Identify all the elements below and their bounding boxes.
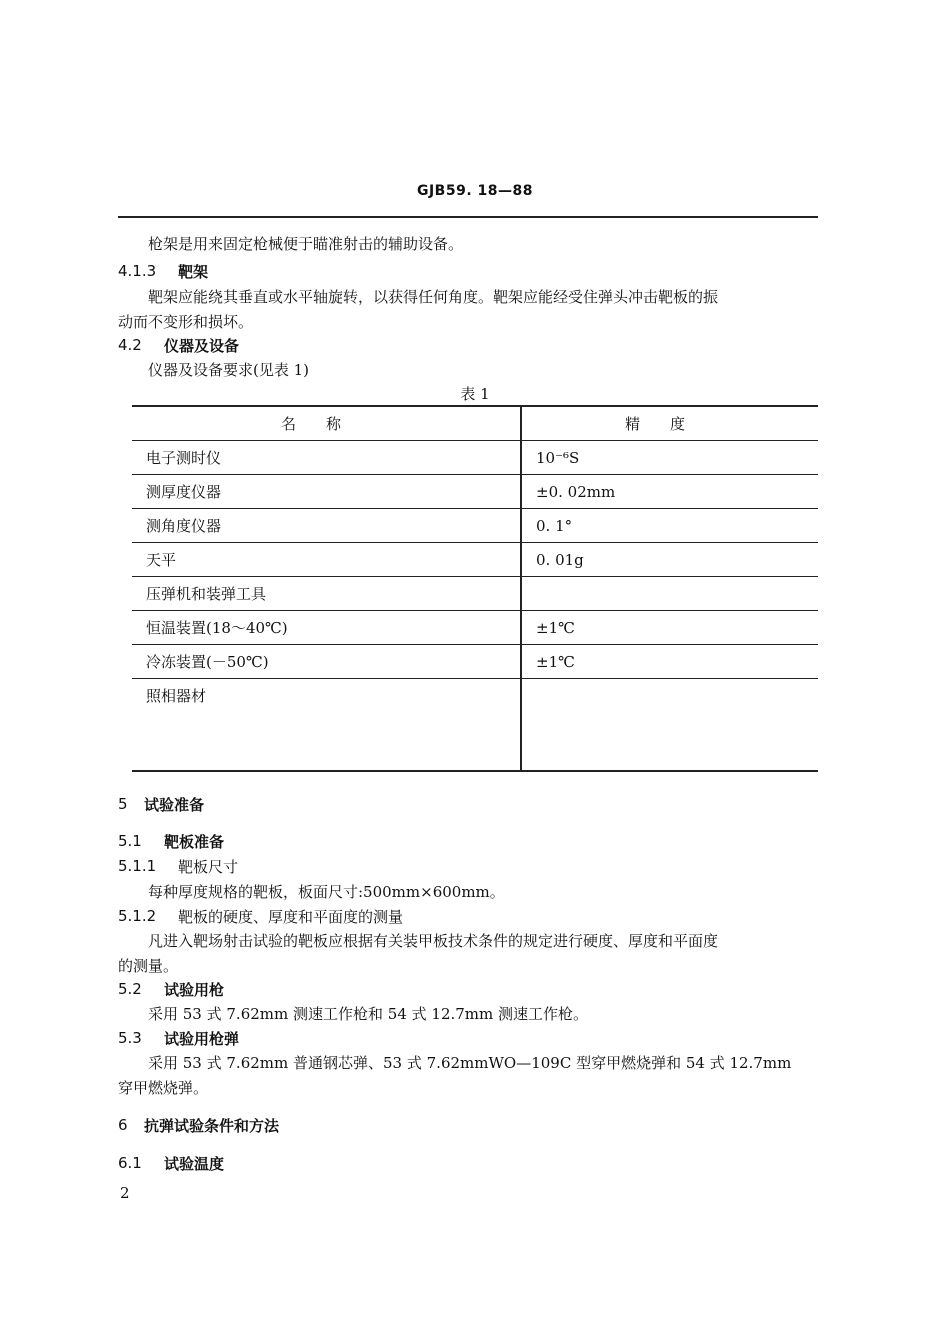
cell-name: 测角度仪器	[132, 509, 521, 543]
cell-precision: ±1℃	[521, 645, 818, 679]
table-row	[132, 611, 818, 645]
section-4-2-title: 仪器及设备	[164, 337, 240, 355]
section-5-1-number: 5.1	[118, 832, 142, 850]
section-4-1-3-number: 4.1.3	[118, 262, 157, 280]
table-header-row	[132, 406, 818, 441]
section-5-1-1-number: 5.1.1	[118, 857, 157, 875]
section-5-1-title: 靶板准备	[164, 833, 225, 851]
cell-name: 电子测时仪	[132, 441, 521, 475]
table-caption: 表 1	[460, 385, 490, 403]
section-5-1-2-number: 5.1.2	[118, 907, 157, 925]
cell-name: 照相器材	[132, 679, 521, 772]
cell-name: 压弹机和装弹工具	[132, 577, 521, 611]
section-6-number: 6	[118, 1116, 128, 1134]
section-5-2-number: 5.2	[118, 980, 142, 998]
paragraph-5-3-line-2: 穿甲燃烧弹。	[118, 1079, 209, 1097]
cell-name: 天平	[132, 543, 521, 577]
section-4-2-number: 4.2	[118, 336, 142, 354]
cell-name: 冷冻装置(－50℃)	[132, 645, 521, 679]
cell-precision: 10⁻⁶S	[521, 441, 818, 475]
column-header-name: 名称	[132, 406, 521, 441]
cell-precision	[521, 679, 818, 772]
cell-precision: 0. 1°	[521, 509, 818, 543]
table-row	[132, 577, 818, 611]
paragraph-target-line-1: 靶架应能绕其垂直或水平轴旋转，以获得任何角度。靶架应能经受住弹头冲击靶板的振	[148, 288, 719, 306]
section-5-1-1-title: 靶板尺寸	[178, 858, 239, 876]
section-6-1-number: 6.1	[118, 1154, 142, 1172]
page-number: 2	[120, 1184, 130, 1202]
cell-name: 恒温装置(18～40℃)	[132, 611, 521, 645]
paragraph-5-2: 采用 53 式 7.62mm 测速工作枪和 54 式 12.7mm 测速工作枪。	[148, 1005, 589, 1023]
paragraph-5-1-2-line-2: 的测量。	[118, 957, 179, 975]
paragraph-5-3-line-1: 采用 53 式 7.62mm 普通钢芯弹、53 式 7.62mmWO—109C 型穿甲燃烧弹和 54 式 12.7mm	[148, 1054, 792, 1072]
document-code-header: GJB59. 18—88	[416, 183, 533, 199]
cell-name: 测厚度仪器	[132, 475, 521, 509]
cell-precision: 0. 01g	[521, 543, 818, 577]
section-5-number: 5	[118, 795, 128, 813]
table-row	[132, 543, 818, 577]
column-header-precision: 精度	[521, 406, 818, 441]
paragraph-gun-rack: 枪架是用来固定枪械便于瞄准射击的辅助设备。	[148, 235, 464, 253]
section-5-3-number: 5.3	[118, 1029, 142, 1047]
section-5-1-2-title: 靶板的硬度、厚度和平面度的测量	[178, 908, 404, 926]
table-row	[132, 645, 818, 679]
cell-precision	[521, 577, 818, 611]
paragraph-5-1-2-line-1: 凡进入靶场射击试验的靶板应根据有关装甲板技术条件的规定进行硬度、厚度和平面度	[148, 932, 719, 950]
cell-precision: ±0. 02mm	[521, 475, 818, 509]
section-5-2-title: 试验用枪	[164, 981, 225, 999]
paragraph-target-line-2: 动而不变形和损坏。	[118, 313, 254, 331]
table-row	[132, 441, 818, 475]
table-row	[132, 475, 818, 509]
table-row	[132, 509, 818, 543]
table-row	[132, 679, 818, 772]
paragraph-instruments: 仪器及设备要求(见表 1)	[148, 361, 310, 379]
section-4-1-3-title: 靶架	[178, 263, 209, 281]
paragraph-5-1-1: 每种厚度规格的靶板，板面尺寸:500mm×600mm。	[148, 883, 505, 901]
instrument-table	[132, 405, 818, 772]
header-rule	[118, 216, 818, 218]
section-6-1-title: 试验温度	[164, 1155, 225, 1173]
cell-precision: ±1℃	[521, 611, 818, 645]
section-5-3-title: 试验用枪弹	[164, 1030, 240, 1048]
section-6-title: 抗弹试验条件和方法	[144, 1117, 280, 1135]
section-5-title: 试验准备	[144, 796, 205, 814]
